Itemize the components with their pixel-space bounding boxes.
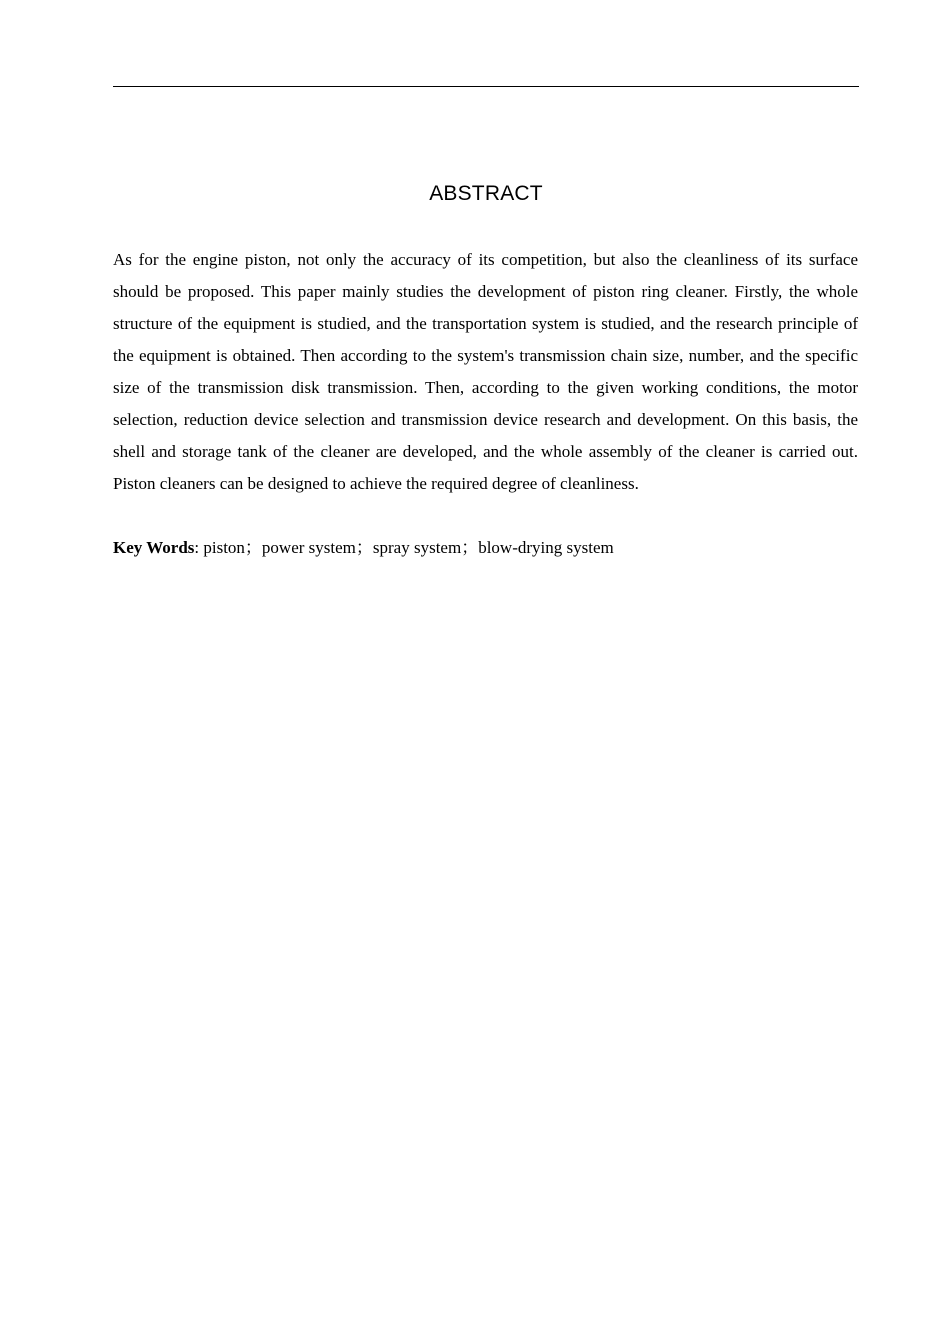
keywords-line — [113, 532, 858, 564]
keywords-separator: : — [194, 538, 204, 557]
keywords-list: piston；power system；spray system；blow-drying system — [203, 538, 614, 557]
keywords-label: Key Words — [113, 538, 195, 557]
abstract-body: As for the engine piston, not only the accuracy of its competition, but also the cleanliness of its surface should be proposed. This paper mainly studies the development of piston ring cleaner. Firstly, the whole structure of the equipment is studied, and the transportation system is studied, and the research principle of the equipment is obtained. Then according to the system's transmission chain size, number, and the specific size of the transmission disk transmission. Then, according to the given working conditions, the motor selection, reduction device selection and transmission device research and development. On this basis, the shell and storage tank of the cleaner are developed, and the whole assembly of the cleaner is carried out. Piston cleaners can be designed to achieve the required degree of cleanliness. — [113, 250, 858, 493]
header-rule — [113, 86, 859, 87]
abstract-title: ABSTRACT — [429, 182, 543, 205]
